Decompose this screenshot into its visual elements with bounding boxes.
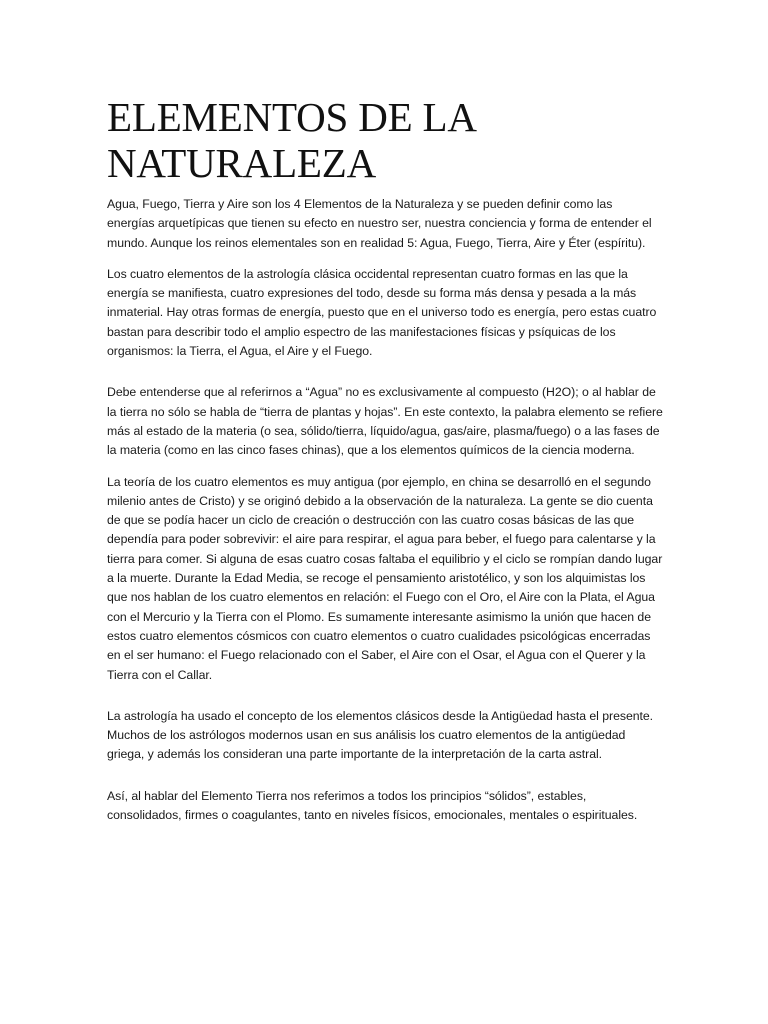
document-title: ELEMENTOS DE LA NATURALEZA: [107, 94, 475, 186]
paragraph-5: La astrología ha usado el concepto de los elementos clásicos desde la Antigüedad hasta el presente. Muchos de los astrólogos modernos usan en sus análisis los cuatro elementos de la antigüedad griega, y además los consideran una parte importante de la interpretación de la carta astral.: [107, 708, 654, 762]
paragraph-4: La teoría de los cuatro elementos es muy antigua (por ejemplo, en china se desarrolló en el segundo milenio antes de Cristo) y se originó debido a la observación de la naturaleza. La gente se dio cuenta de que se podía hacer un ciclo de creación o destrucción con las cuatro cosas básicas de las que dependía para poder sobrevivir: el aire para respirar, el agua para beber, el fuego para calentarse y la tierra para comer. Si alguna de esas cuatro cosas faltaba el equilibrio y el ciclo se rompían dando lugar a la muerte. Durante la Edad Media, se recoge el pensamiento aristotélico, y son los alquimistas los que nos hablan de los cuatro elementos en relación: el Fuego con el Oro, el Aire con la Plata, el Agua con el Mercurio y la Tierra con el Plomo. Es sumamente interesante asimismo la unión que hacen de estos cuatro elementos cósmicos con cuatro elementos o cuatro cualidades psicológicas encerradas en el ser humano: el Fuego relacionado con el Saber, el Aire con el Osar, el Agua con el Querer y la Tierra con el Callar.: [107, 474, 663, 682]
paragraph-2: Los cuatro elementos de la astrología clásica occidental representan cuatro formas en las que la energía se manifiesta, cuatro expresiones del todo, desde su forma más densa y pesada a la más inmaterial. Hay otras formas de energía, puesto que en el universo todo es energía, pero estas cuatro bastan para describir todo el amplio espectro de las manifestaciones físicas y psíquicas de los organismos: la Tierra, el Agua, el Aire y el Fuego.: [107, 266, 657, 359]
paragraph-3: Debe entenderse que al referirnos a “Agua” no es exclusivamente al compuesto (H2O); o al hablar de la tierra no sólo se habla de “tierra de plantas y hojas”. En este contexto, la palabra elemento se refiere más al estado de la materia (o sea, sólido/tierra, líquido/agua, gas/aire, plasma/fuego) o a las fases de la materia (como en las cinco fases chinas), que a los elementos químicos de la ciencia moderna.: [107, 385, 663, 458]
document-page: [107, 94, 663, 837]
paragraph-6: Así, al hablar del Elemento Tierra nos referimos a todos los principios “sólidos”, estables, consolidados, firmes o coagulantes, tanto en niveles físicos, emocionales, mentales o espirituales.: [107, 788, 638, 823]
paragraph-1: Agua, Fuego, Tierra y Aire son los 4 Elementos de la Naturaleza y se pueden definir como las energías arquetípicas que tienen su efecto en nuestro ser, nuestra conciencia y forma de entender el mundo. Aunque los reinos elementales son en realidad 5: Agua, Fuego, Tierra, Aire y Éter (espíritu).: [107, 197, 652, 250]
